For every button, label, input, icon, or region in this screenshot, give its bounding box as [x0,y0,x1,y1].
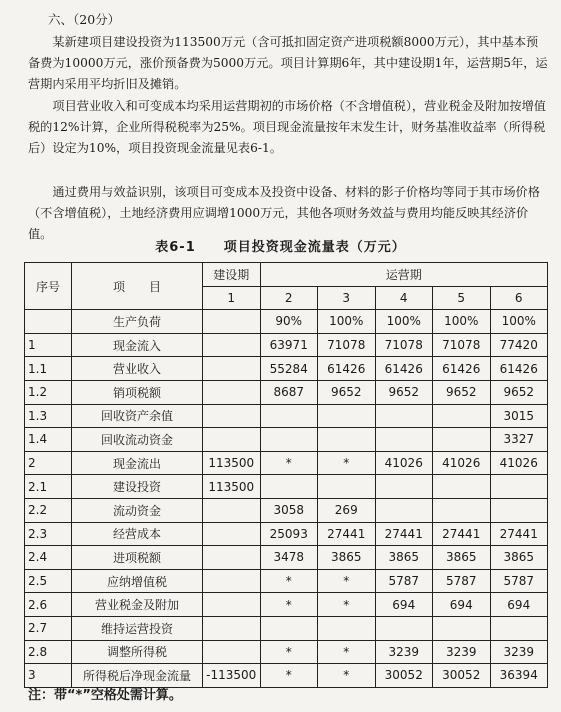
header-no: 序号 [25,263,72,310]
cell-year-2: 25093 [260,522,318,546]
cell-year-3: 71078 [318,333,376,357]
row-item: 营业收入 [72,357,203,381]
header-year-5: 5 [433,286,491,310]
cell-year-4: 3239 [375,640,433,664]
cell-year-2 [260,616,318,640]
cell-year-1 [203,569,261,593]
cell-year-4 [375,475,433,499]
table-row [25,357,548,381]
cell-year-1 [203,333,261,357]
table-row [25,333,548,357]
cell-year-5: 3239 [433,640,491,664]
row-number: 1.4 [25,428,72,452]
header-construction: 建设期 [203,263,261,287]
cell-year-2: 3478 [260,546,318,570]
cell-year-4: 3865 [375,546,433,570]
header-year-3: 3 [318,286,376,310]
cell-year-3: 9652 [318,380,376,404]
cell-year-6 [490,616,548,640]
cell-year-3: * [318,593,376,617]
header-year-6: 6 [490,286,548,310]
table-row [25,310,548,334]
row-item: 应纳增值税 [72,569,203,593]
footnote: 注：带“*”空格处需计算。 [28,688,182,703]
cell-year-4: 9652 [375,380,433,404]
cell-year-1 [203,546,261,570]
row-number: 2.1 [25,475,72,499]
cell-year-3: 61426 [318,357,376,381]
question-title: 六、（20分） [48,12,121,27]
cell-year-3 [318,475,376,499]
cell-year-1 [203,428,261,452]
cell-year-4: 5787 [375,569,433,593]
table-row [25,428,548,452]
cell-year-3: 100% [318,310,376,334]
cell-year-3: * [318,640,376,664]
cell-year-3 [318,428,376,452]
cell-year-4: 30052 [375,664,433,688]
row-item: 进项税额 [72,546,203,570]
table-row [25,475,548,499]
table-row [25,404,548,428]
cell-year-4 [375,428,433,452]
cell-year-1 [203,404,261,428]
row-number: 1.3 [25,404,72,428]
cell-year-6: 100% [490,310,548,334]
table-row [25,640,548,664]
paragraph-1: 某新建项目建设投资为113500万元（含可抵扣固定资产进项税额8000万元），其中基本预备费为10000万元，涨价预备费为5000万元。项目计算期6年，其中建设期1年，运营期5年，运营期内采用平均折旧及摊销。 [28,35,548,91]
table-row [25,380,548,404]
cell-year-6: 41026 [490,451,548,475]
row-number: 2.4 [25,546,72,570]
table-row [25,569,548,593]
cell-year-6: 3865 [490,546,548,570]
cell-year-6 [490,498,548,522]
cell-year-5 [433,498,491,522]
row-number: 1.1 [25,357,72,381]
cell-year-1 [203,593,261,617]
cell-year-5: 27441 [433,522,491,546]
row-number: 1.2 [25,380,72,404]
cell-year-5: 61426 [433,357,491,381]
cell-year-5 [433,616,491,640]
cell-year-1 [203,380,261,404]
row-item: 营业税金及附加 [72,593,203,617]
cell-year-2: 3058 [260,498,318,522]
cell-year-2 [260,475,318,499]
cell-year-6: 27441 [490,522,548,546]
cell-year-2 [260,428,318,452]
cell-year-1 [203,640,261,664]
cell-year-1 [203,498,261,522]
cell-year-1 [203,522,261,546]
row-number: 3 [25,664,72,688]
row-item: 现金流出 [72,451,203,475]
cell-year-5: 3865 [433,546,491,570]
table-row [25,498,548,522]
cell-year-2: 63971 [260,333,318,357]
cell-year-3: 3865 [318,546,376,570]
cell-year-4 [375,498,433,522]
cell-year-5 [433,428,491,452]
cell-year-4 [375,616,433,640]
row-number: 2.5 [25,569,72,593]
cash-flow-table [24,262,548,688]
row-number: 2 [25,451,72,475]
cell-year-3: * [318,569,376,593]
cell-year-1: -113500 [203,664,261,688]
cell-year-1: 113500 [203,475,261,499]
cell-year-4: 41026 [375,451,433,475]
cell-year-6: 5787 [490,569,548,593]
header-operation: 运营期 [260,263,548,287]
cell-year-6: 77420 [490,333,548,357]
cell-year-5: 5787 [433,569,491,593]
cell-year-6: 61426 [490,357,548,381]
header-year-4: 4 [375,286,433,310]
cell-year-5: 71078 [433,333,491,357]
cell-year-5 [433,475,491,499]
cell-year-1 [203,616,261,640]
table-row [25,451,548,475]
cell-year-3 [318,404,376,428]
cell-year-3: * [318,451,376,475]
header-year-2: 2 [260,286,318,310]
row-item: 流动资金 [72,498,203,522]
row-item: 所得税后净现金流量 [72,664,203,688]
cell-year-6 [490,475,548,499]
cell-year-3: 27441 [318,522,376,546]
table-row [25,593,548,617]
cell-year-5: 30052 [433,664,491,688]
cell-year-5 [433,404,491,428]
cell-year-2: * [260,664,318,688]
row-number: 2.3 [25,522,72,546]
cell-year-3: 269 [318,498,376,522]
table-row [25,546,548,570]
row-item: 维持运营投资 [72,616,203,640]
cell-year-3 [318,616,376,640]
cell-year-2: * [260,569,318,593]
row-item: 现金流入 [72,333,203,357]
cell-year-5: 9652 [433,380,491,404]
cell-year-5: 694 [433,593,491,617]
cell-year-6: 9652 [490,380,548,404]
cell-year-2: 8687 [260,380,318,404]
row-number: 2.8 [25,640,72,664]
table-row [25,616,548,640]
cell-year-4: 71078 [375,333,433,357]
row-number: 2.7 [25,616,72,640]
cell-year-6: 694 [490,593,548,617]
cell-year-2: 55284 [260,357,318,381]
row-item: 调整所得税 [72,640,203,664]
row-number [25,310,72,334]
cell-year-6: 36394 [490,664,548,688]
row-item: 销项税额 [72,380,203,404]
row-item: 回收流动资金 [72,428,203,452]
table-row [25,522,548,546]
cell-year-4: 100% [375,310,433,334]
cell-year-4: 27441 [375,522,433,546]
cell-year-4: 61426 [375,357,433,381]
cell-year-4: 694 [375,593,433,617]
cell-year-2: * [260,451,318,475]
cell-year-2: * [260,640,318,664]
cell-year-3: * [318,664,376,688]
cell-year-1 [203,357,261,381]
paragraph-3: 通过费用与效益识别，该项目可变成本及投资中设备、材料的影子价格均等同于其市场价格（不含增值税），土地经济费用应调增1000万元，其他各项财务效益与费用均能反映其经济价值。 [28,185,540,241]
row-item: 生产负荷 [72,310,203,334]
row-number: 2.6 [25,593,72,617]
table-caption: 表6-1 项目投资现金流量表（万元） [155,240,406,255]
cell-year-6: 3327 [490,428,548,452]
cell-year-2: * [260,593,318,617]
cell-year-2 [260,404,318,428]
row-item: 回收资产余值 [72,404,203,428]
row-number: 1 [25,333,72,357]
cell-year-1: 113500 [203,451,261,475]
cell-year-6: 3239 [490,640,548,664]
cell-year-5: 100% [433,310,491,334]
cell-year-1 [203,310,261,334]
paragraph-2: 项目营业收入和可变成本均采用运营期初的市场价格（不含增值税），营业税金及附加按增值税的12%计算，企业所得税税率为25%。项目现金流量按年末发生计，财务基准收益率（所得税后）设定为10%，项目投资现金流量见表6-1。 [28,99,546,155]
row-item: 建设投资 [72,475,203,499]
cell-year-4 [375,404,433,428]
cell-year-6: 3015 [490,404,548,428]
row-item: 经营成本 [72,522,203,546]
cell-year-2: 90% [260,310,318,334]
row-number: 2.2 [25,498,72,522]
cell-year-5: 41026 [433,451,491,475]
header-year-1: 1 [203,286,261,310]
header-item: 项 目 [72,263,203,310]
